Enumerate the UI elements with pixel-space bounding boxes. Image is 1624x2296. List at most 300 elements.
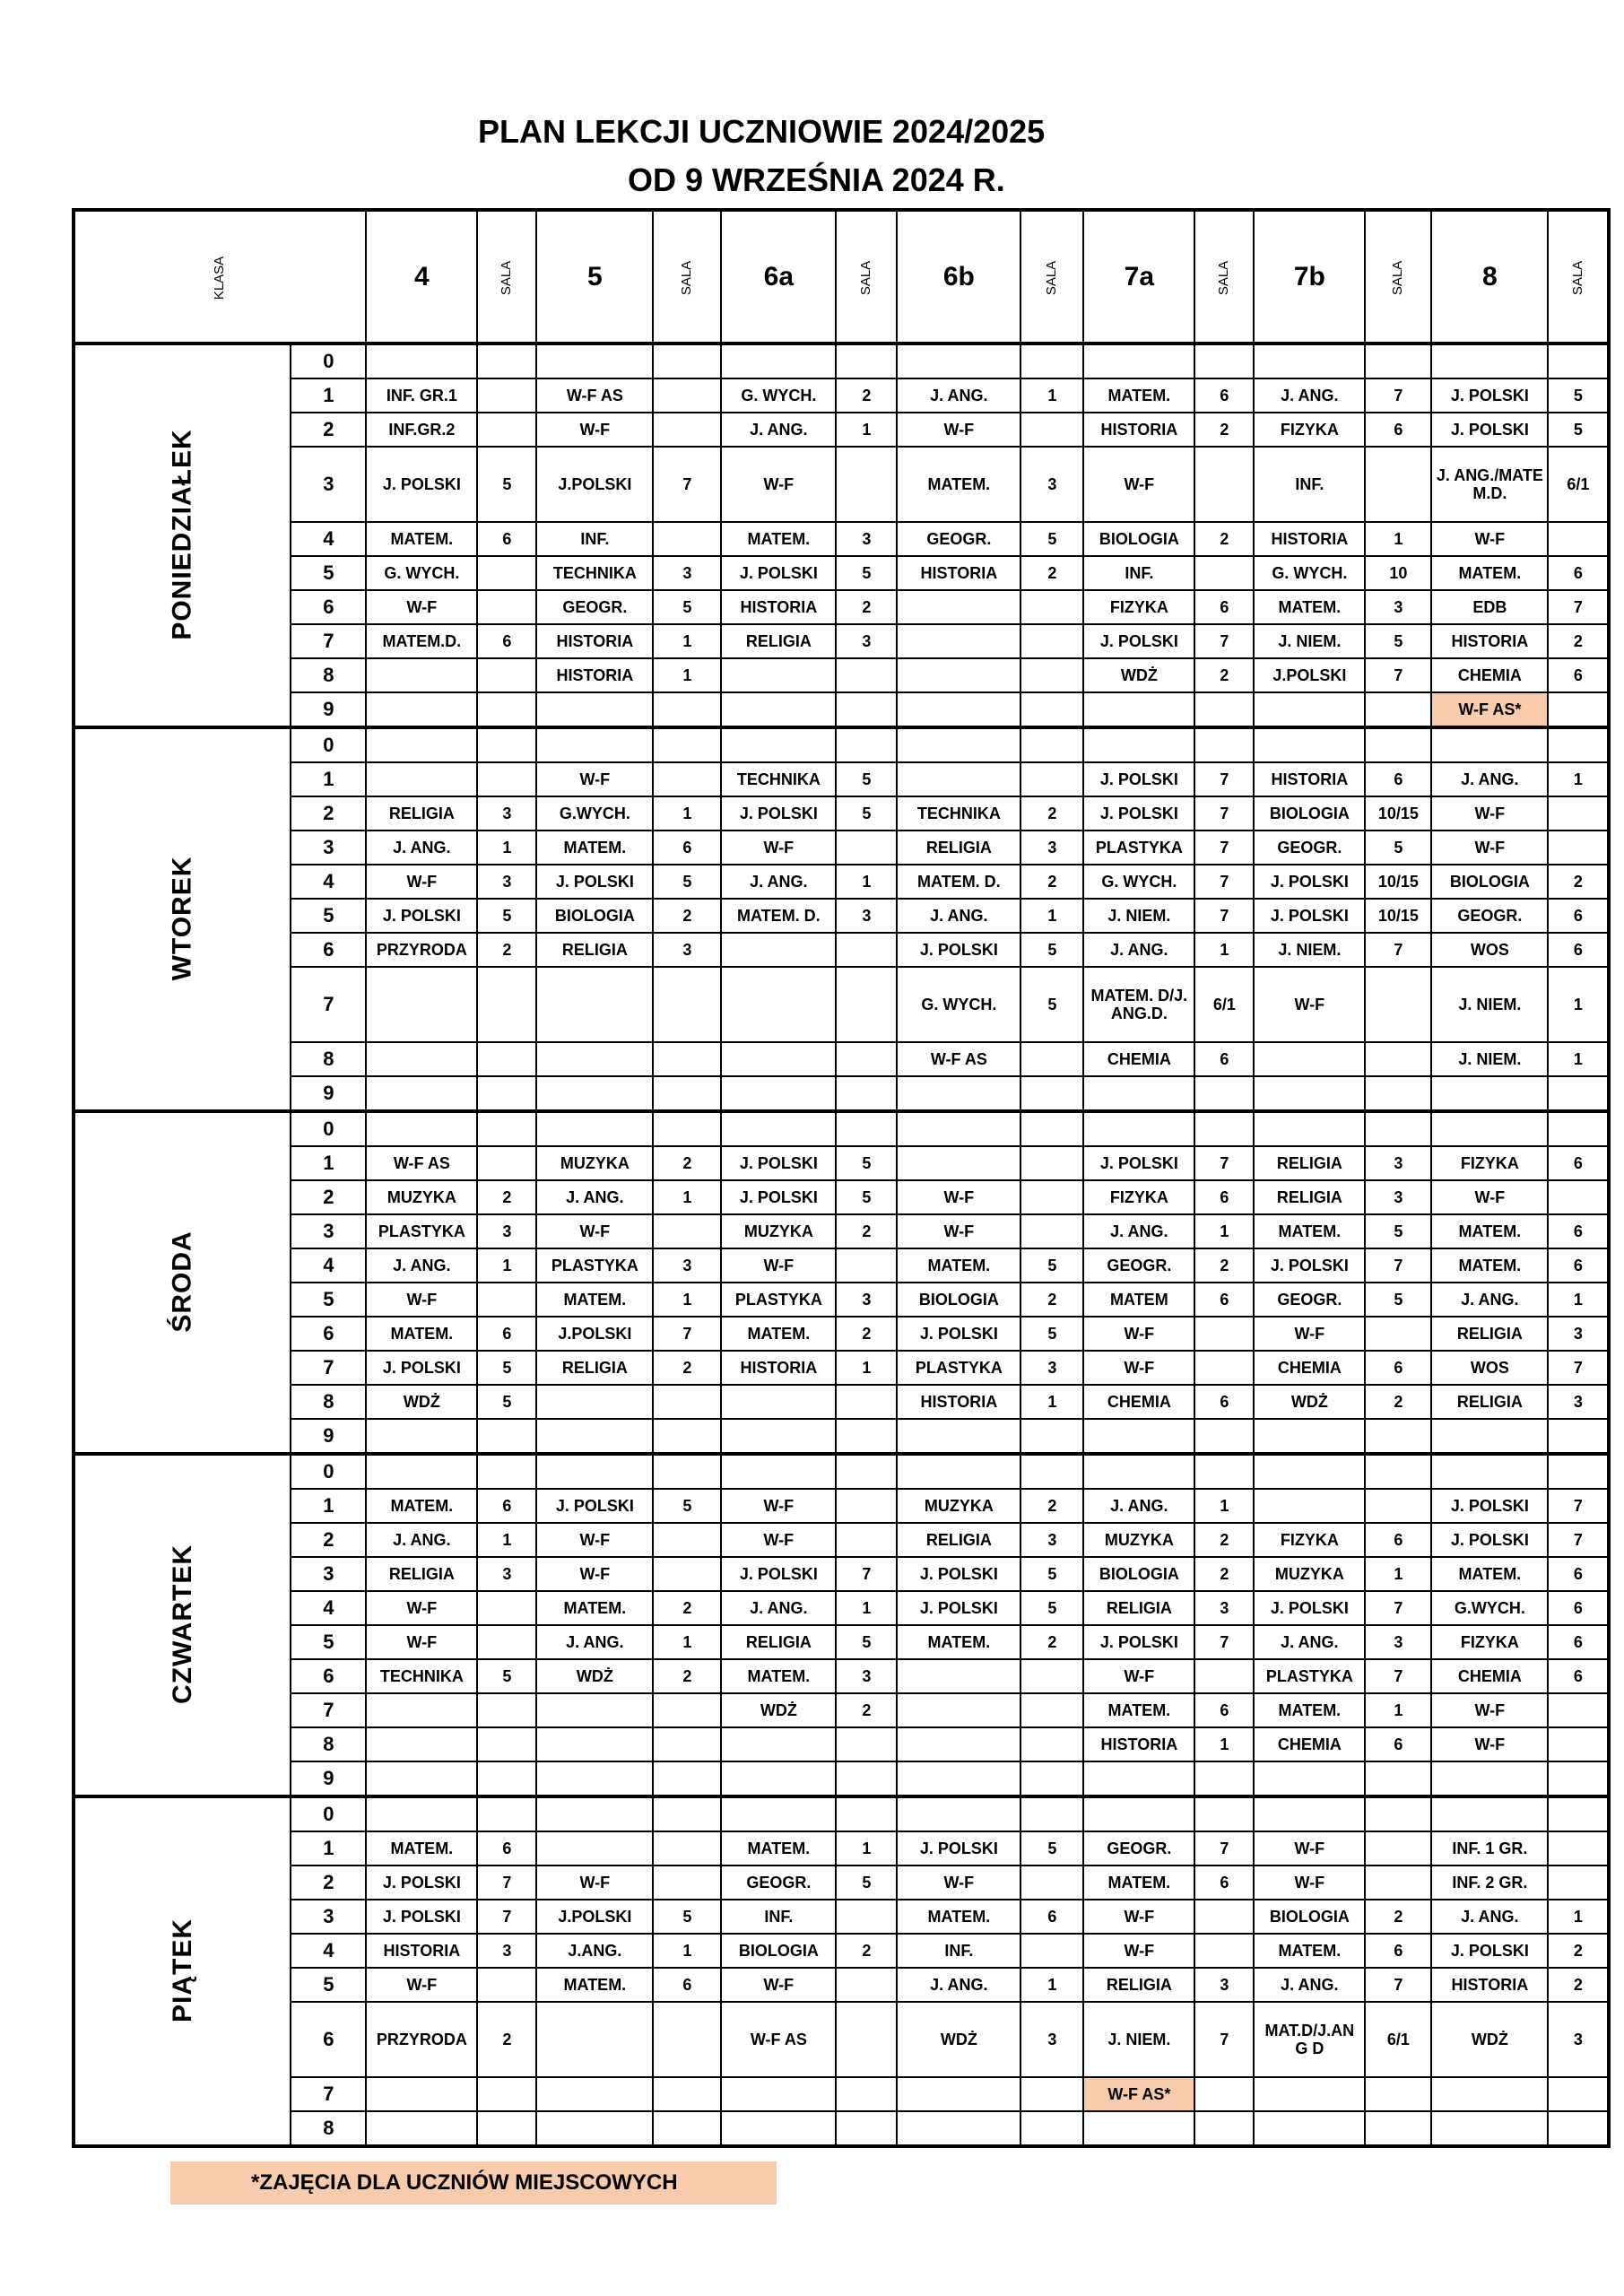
lesson-row <box>74 1900 1609 1934</box>
subject-cell: RELIGIA <box>897 1523 1020 1557</box>
subject-cell: W-F AS <box>721 2002 836 2077</box>
room-cell <box>1548 1831 1609 1866</box>
room-cell <box>477 1727 536 1761</box>
subject-cell <box>1431 1076 1548 1111</box>
room-cell: 5 <box>477 1351 536 1385</box>
room-cell: 7 <box>1194 762 1254 796</box>
subject-cell: J. ANG. <box>721 865 836 899</box>
lesson-number: 7 <box>291 1351 366 1385</box>
subject-cell <box>1083 1419 1194 1454</box>
room-cell: 1 <box>1020 899 1083 933</box>
subject-cell <box>721 2111 836 2146</box>
room-cell: 5 <box>1020 1831 1083 1866</box>
room-cell <box>1020 2077 1083 2111</box>
room-cell: 2 <box>653 1146 721 1180</box>
subject-cell <box>366 1419 477 1454</box>
subject-cell: J. POLSKI <box>366 1900 477 1934</box>
lesson-row <box>74 967 1609 1042</box>
sala-header: SALA <box>477 210 536 344</box>
subject-cell <box>366 1727 477 1761</box>
room-cell <box>477 344 536 378</box>
room-cell: 1 <box>1548 762 1609 796</box>
subject-cell: INF.GR.2 <box>366 413 477 447</box>
lesson-number: 3 <box>291 447 366 522</box>
subject-cell: MATEM. D. <box>721 899 836 933</box>
lesson-number: 2 <box>291 1866 366 1900</box>
subject-cell: J. NIEM. <box>1083 899 1194 933</box>
subject-cell <box>536 344 653 378</box>
lesson-row <box>74 658 1609 692</box>
lesson-row <box>74 556 1609 590</box>
subject-cell <box>1254 1489 1365 1523</box>
room-cell: 3 <box>1365 590 1431 624</box>
subject-cell: FIZYKA <box>1083 1180 1194 1214</box>
subject-cell: MATEM. <box>1254 1934 1365 1968</box>
room-cell: 5 <box>1365 1283 1431 1317</box>
room-cell: 3 <box>477 1557 536 1591</box>
room-cell <box>836 1419 897 1454</box>
room-cell: 3 <box>1548 1317 1609 1351</box>
room-cell: 7 <box>1365 658 1431 692</box>
day-label: PIĄTEK <box>74 1796 291 2146</box>
room-cell: 6 <box>1194 1866 1254 1900</box>
subject-cell: WDŻ <box>721 1693 836 1727</box>
class-header-8: 8 <box>1431 210 1548 344</box>
room-cell: 2 <box>653 899 721 933</box>
subject-cell: BIOLOGIA <box>536 899 653 933</box>
subject-cell <box>1254 344 1365 378</box>
subject-cell: J. POLSKI <box>1431 1489 1548 1523</box>
room-cell: 7 <box>1365 933 1431 967</box>
subject-cell: J.POLSKI <box>536 1900 653 1934</box>
subject-cell <box>366 658 477 692</box>
room-cell: 2 <box>836 1934 897 1968</box>
subject-cell: RELIGIA <box>721 624 836 658</box>
subject-cell: PLASTYKA <box>721 1283 836 1317</box>
subject-cell: CHEMIA <box>1431 658 1548 692</box>
room-cell: 6 <box>477 1489 536 1523</box>
lesson-number: 4 <box>291 1248 366 1283</box>
room-cell: 2 <box>1194 1557 1254 1591</box>
subject-cell <box>721 727 836 762</box>
lesson-number: 8 <box>291 658 366 692</box>
subject-cell: J. ANG. <box>897 1968 1020 2002</box>
subject-cell <box>366 344 477 378</box>
room-cell <box>1548 1454 1609 1489</box>
subject-cell: W-F <box>536 762 653 796</box>
subject-cell: MATEM. <box>721 1831 836 1866</box>
room-cell: 2 <box>653 1351 721 1385</box>
subject-cell <box>366 1761 477 1796</box>
room-cell: 5 <box>1020 933 1083 967</box>
subject-cell <box>1254 1419 1365 1454</box>
room-cell: 5 <box>1020 1591 1083 1625</box>
room-cell <box>653 1693 721 1727</box>
room-cell: 5 <box>1020 1557 1083 1591</box>
lesson-row <box>74 1419 1609 1454</box>
room-cell <box>653 967 721 1042</box>
room-cell: 6 <box>477 1831 536 1866</box>
day-label: ŚRODA <box>74 1111 291 1454</box>
room-cell: 7 <box>1194 1146 1254 1180</box>
room-cell: 5 <box>1365 624 1431 658</box>
lesson-number: 8 <box>291 1385 366 1419</box>
room-cell: 6 <box>653 1968 721 2002</box>
room-cell <box>477 1111 536 1146</box>
subject-cell: MATEM. <box>366 1831 477 1866</box>
room-cell: 10/15 <box>1365 899 1431 933</box>
subject-cell: J. POLSKI <box>721 796 836 831</box>
room-cell: 6 <box>1365 413 1431 447</box>
room-cell <box>1194 2077 1254 2111</box>
lesson-row <box>74 1866 1609 1900</box>
room-cell: 7 <box>1194 2002 1254 2077</box>
subject-cell: MATEM. <box>897 1248 1020 1283</box>
subject-cell <box>897 344 1020 378</box>
subject-cell: TECHNIKA <box>536 556 653 590</box>
subject-cell <box>536 2111 653 2146</box>
subject-cell <box>1254 1111 1365 1146</box>
subject-cell: CHEMIA <box>1083 1042 1194 1076</box>
subject-cell: J. POLSKI <box>366 1351 477 1385</box>
room-cell <box>1194 1934 1254 1968</box>
room-cell <box>477 556 536 590</box>
subject-cell: J. POLSKI <box>1254 865 1365 899</box>
lesson-number: 2 <box>291 413 366 447</box>
subject-cell: J.POLSKI <box>536 1317 653 1351</box>
subject-cell <box>536 1761 653 1796</box>
subject-cell <box>366 1111 477 1146</box>
subject-cell: W-F <box>1083 1934 1194 1968</box>
room-cell: 2 <box>477 1180 536 1214</box>
room-cell <box>836 1900 897 1934</box>
lesson-row <box>74 1727 1609 1761</box>
subject-cell: J. ANG. <box>366 1523 477 1557</box>
subject-cell: MUZYKA <box>366 1180 477 1214</box>
subject-cell: W-F <box>366 1625 477 1659</box>
room-cell <box>1548 1727 1609 1761</box>
subject-cell: W-F <box>1254 967 1365 1042</box>
room-cell <box>1548 796 1609 831</box>
subject-cell: W-F <box>1083 447 1194 522</box>
room-cell <box>1548 1111 1609 1146</box>
subject-cell: J. ANG. <box>1431 1900 1548 1934</box>
room-cell: 6 <box>1365 1727 1431 1761</box>
subject-cell: EDB <box>1431 590 1548 624</box>
room-cell: 6/1 <box>1365 2002 1431 2077</box>
room-cell: 1 <box>477 831 536 865</box>
subject-cell: J. ANG./MATE M.D. <box>1431 447 1548 522</box>
room-cell <box>1194 2111 1254 2146</box>
room-cell: 5 <box>836 1180 897 1214</box>
lesson-row <box>74 1076 1609 1111</box>
subject-cell: MATEM. <box>1431 1214 1548 1248</box>
lesson-number: 1 <box>291 378 366 413</box>
room-cell: 3 <box>836 899 897 933</box>
page-title: PLAN LEKCJI UCZNIOWIE 2024/2025 <box>478 113 1046 150</box>
room-cell <box>477 1076 536 1111</box>
room-cell <box>653 2077 721 2111</box>
subject-cell <box>897 1693 1020 1727</box>
room-cell: 10/15 <box>1365 796 1431 831</box>
subject-cell: J. POLSKI <box>1083 762 1194 796</box>
room-cell <box>836 1796 897 1831</box>
room-cell: 6/1 <box>1194 967 1254 1042</box>
room-cell <box>1548 1076 1609 1111</box>
subject-cell: J. POLSKI <box>1083 796 1194 831</box>
subject-cell: J. POLSKI <box>1083 1146 1194 1180</box>
lesson-number: 2 <box>291 1523 366 1557</box>
subject-cell <box>366 2077 477 2111</box>
room-cell <box>1020 344 1083 378</box>
lesson-number: 6 <box>291 590 366 624</box>
lesson-row <box>74 1180 1609 1214</box>
subject-cell: J. NIEM. <box>1254 624 1365 658</box>
lesson-row <box>74 344 1609 378</box>
subject-cell <box>1083 692 1194 727</box>
lesson-number: 9 <box>291 1761 366 1796</box>
room-cell: 2 <box>1194 1248 1254 1283</box>
subject-cell: J. NIEM. <box>1431 967 1548 1042</box>
room-cell <box>836 1042 897 1076</box>
lesson-row <box>74 1489 1609 1523</box>
subject-cell: BIOLOGIA <box>1083 522 1194 556</box>
subject-cell: J. POLSKI <box>1431 1934 1548 1968</box>
room-cell <box>1548 344 1609 378</box>
subject-cell: HISTORIA <box>1254 522 1365 556</box>
room-cell <box>1365 1076 1431 1111</box>
subject-cell: MUZYKA <box>536 1146 653 1180</box>
room-cell <box>1020 658 1083 692</box>
room-cell: 5 <box>477 1659 536 1693</box>
lesson-row <box>74 762 1609 796</box>
room-cell <box>477 1761 536 1796</box>
class-header-6b: 6b <box>897 210 1020 344</box>
room-cell <box>1194 692 1254 727</box>
subject-cell: HISTORIA <box>721 1351 836 1385</box>
room-cell <box>477 1796 536 1831</box>
subject-cell: W-F <box>366 1968 477 2002</box>
room-cell <box>1020 1180 1083 1214</box>
room-cell: 3 <box>1020 1351 1083 1385</box>
room-cell <box>836 344 897 378</box>
subject-cell: J. POLSKI <box>366 1866 477 1900</box>
room-cell <box>1548 2077 1609 2111</box>
lesson-row <box>74 1385 1609 1419</box>
room-cell: 1 <box>836 1831 897 1866</box>
room-cell: 10 <box>1365 556 1431 590</box>
room-cell: 1 <box>477 1523 536 1557</box>
room-cell: 5 <box>653 1900 721 1934</box>
lesson-number: 0 <box>291 727 366 762</box>
subject-cell: GEOGR. <box>1431 899 1548 933</box>
lesson-row <box>74 1454 1609 1489</box>
lesson-number: 8 <box>291 1727 366 1761</box>
subject-cell: MATEM. <box>1083 378 1194 413</box>
subject-cell: PRZYRODA <box>366 2002 477 2077</box>
room-cell: 6 <box>1020 1900 1083 1934</box>
subject-cell <box>897 1454 1020 1489</box>
room-cell <box>1194 727 1254 762</box>
lesson-row <box>74 1693 1609 1727</box>
subject-cell: G. WYCH. <box>1254 556 1365 590</box>
lesson-row <box>74 2111 1609 2146</box>
subject-cell: MATEM. <box>897 1900 1020 1934</box>
subject-cell <box>1431 727 1548 762</box>
room-cell <box>1548 522 1609 556</box>
subject-cell: RELIGIA <box>1083 1591 1194 1625</box>
subject-cell: W-F AS* <box>1083 2077 1194 2111</box>
room-cell: 6 <box>1548 1146 1609 1180</box>
room-cell <box>836 967 897 1042</box>
room-cell: 5 <box>1020 1317 1083 1351</box>
subject-cell: HISTORIA <box>1254 762 1365 796</box>
room-cell: 5 <box>1548 413 1609 447</box>
subject-cell: G. WYCH. <box>897 967 1020 1042</box>
subject-cell <box>897 1727 1020 1761</box>
sala-header: SALA <box>653 210 721 344</box>
subject-cell <box>1254 1796 1365 1831</box>
room-cell <box>1365 967 1431 1042</box>
subject-cell: PLASTYKA <box>536 1248 653 1283</box>
room-cell: 7 <box>1548 1489 1609 1523</box>
subject-cell <box>897 1146 1020 1180</box>
room-cell: 1 <box>1548 1042 1609 1076</box>
room-cell <box>653 2002 721 2077</box>
room-cell <box>477 1042 536 1076</box>
room-cell: 1 <box>836 1351 897 1385</box>
subject-cell: BIOLOGIA <box>1083 1557 1194 1591</box>
subject-cell <box>1083 2111 1194 2146</box>
room-cell: 2 <box>836 590 897 624</box>
room-cell <box>1548 1761 1609 1796</box>
subject-cell: HISTORIA <box>1083 413 1194 447</box>
room-cell: 2 <box>1020 1283 1083 1317</box>
room-cell <box>1194 556 1254 590</box>
subject-cell: MATEM. <box>721 1659 836 1693</box>
subject-cell: J. POLSKI <box>366 899 477 933</box>
subject-cell: J. ANG. <box>1083 1214 1194 1248</box>
subject-cell: W-F <box>1254 1317 1365 1351</box>
subject-cell: J. ANG. <box>1083 933 1194 967</box>
subject-cell <box>1431 1761 1548 1796</box>
lesson-number: 8 <box>291 2111 366 2146</box>
lesson-row <box>74 2077 1609 2111</box>
subject-cell: W-F <box>897 413 1020 447</box>
subject-cell: FIZYKA <box>1254 1523 1365 1557</box>
subject-cell: MATEM. <box>897 447 1020 522</box>
room-cell: 7 <box>1194 899 1254 933</box>
room-cell <box>653 1042 721 1076</box>
subject-cell: W-F <box>366 1283 477 1317</box>
room-cell <box>836 2111 897 2146</box>
room-cell <box>1020 590 1083 624</box>
room-cell <box>1194 344 1254 378</box>
lesson-row <box>74 1523 1609 1557</box>
subject-cell <box>536 1385 653 1419</box>
room-cell: 3 <box>1020 831 1083 865</box>
subject-cell <box>536 1042 653 1076</box>
subject-cell: CHEMIA <box>1254 1351 1365 1385</box>
room-cell: 3 <box>836 1659 897 1693</box>
subject-cell <box>897 2077 1020 2111</box>
room-cell <box>477 1419 536 1454</box>
lesson-number: 1 <box>291 1831 366 1866</box>
room-cell: 2 <box>1548 865 1609 899</box>
room-cell <box>653 1796 721 1831</box>
subject-cell: MATEM. <box>1431 556 1548 590</box>
subject-cell <box>366 1076 477 1111</box>
lesson-number: 9 <box>291 692 366 727</box>
subject-cell: W-F <box>1431 1727 1548 1761</box>
subject-cell: INF. <box>721 1900 836 1934</box>
room-cell <box>1365 1796 1431 1831</box>
room-cell <box>653 692 721 727</box>
klasa-header: KLASA <box>74 210 366 344</box>
room-cell: 1 <box>1194 1727 1254 1761</box>
lesson-row <box>74 692 1609 727</box>
room-cell: 7 <box>477 1866 536 1900</box>
lesson-number: 0 <box>291 1454 366 1489</box>
lesson-row <box>74 590 1609 624</box>
subject-cell <box>1431 2111 1548 2146</box>
lesson-row <box>74 1625 1609 1659</box>
subject-cell: WDŻ <box>897 2002 1020 2077</box>
room-cell: 1 <box>1020 1968 1083 2002</box>
lesson-number: 5 <box>291 899 366 933</box>
subject-cell <box>366 967 477 1042</box>
subject-cell <box>897 727 1020 762</box>
room-cell: 6 <box>1194 1283 1254 1317</box>
room-cell <box>477 378 536 413</box>
room-cell: 6 <box>477 624 536 658</box>
room-cell <box>653 522 721 556</box>
room-cell <box>836 2077 897 2111</box>
subject-cell: W-F <box>721 1248 836 1283</box>
subject-cell <box>366 1454 477 1489</box>
room-cell <box>1365 1831 1431 1866</box>
subject-cell: J. POLSKI <box>1254 1591 1365 1625</box>
lesson-number: 5 <box>291 556 366 590</box>
subject-cell <box>1254 1076 1365 1111</box>
subject-cell <box>721 1761 836 1796</box>
subject-cell: INF. <box>1083 556 1194 590</box>
room-cell <box>1020 727 1083 762</box>
room-cell: 5 <box>836 1625 897 1659</box>
subject-cell: RELIGIA <box>897 831 1020 865</box>
subject-cell: J. POLSKI <box>1431 413 1548 447</box>
subject-cell: MATEM. <box>1083 1693 1194 1727</box>
room-cell: 6 <box>1365 1351 1431 1385</box>
subject-cell: J. ANG. <box>366 1248 477 1283</box>
subject-cell: MATEM. D. <box>897 865 1020 899</box>
subject-cell: J.ANG. <box>536 1934 653 1968</box>
subject-cell: CHEMIA <box>1254 1727 1365 1761</box>
room-cell <box>477 1146 536 1180</box>
room-cell: 3 <box>1020 1523 1083 1557</box>
subject-cell: GEOGR. <box>721 1866 836 1900</box>
subject-cell <box>536 1727 653 1761</box>
room-cell: 10/15 <box>1365 865 1431 899</box>
room-cell <box>836 1489 897 1523</box>
subject-cell <box>1083 1111 1194 1146</box>
subject-cell: J. ANG. <box>536 1180 653 1214</box>
room-cell <box>836 447 897 522</box>
room-cell: 1 <box>653 1180 721 1214</box>
room-cell <box>1020 1111 1083 1146</box>
room-cell: 1 <box>1365 1557 1431 1591</box>
room-cell: 2 <box>477 2002 536 2077</box>
